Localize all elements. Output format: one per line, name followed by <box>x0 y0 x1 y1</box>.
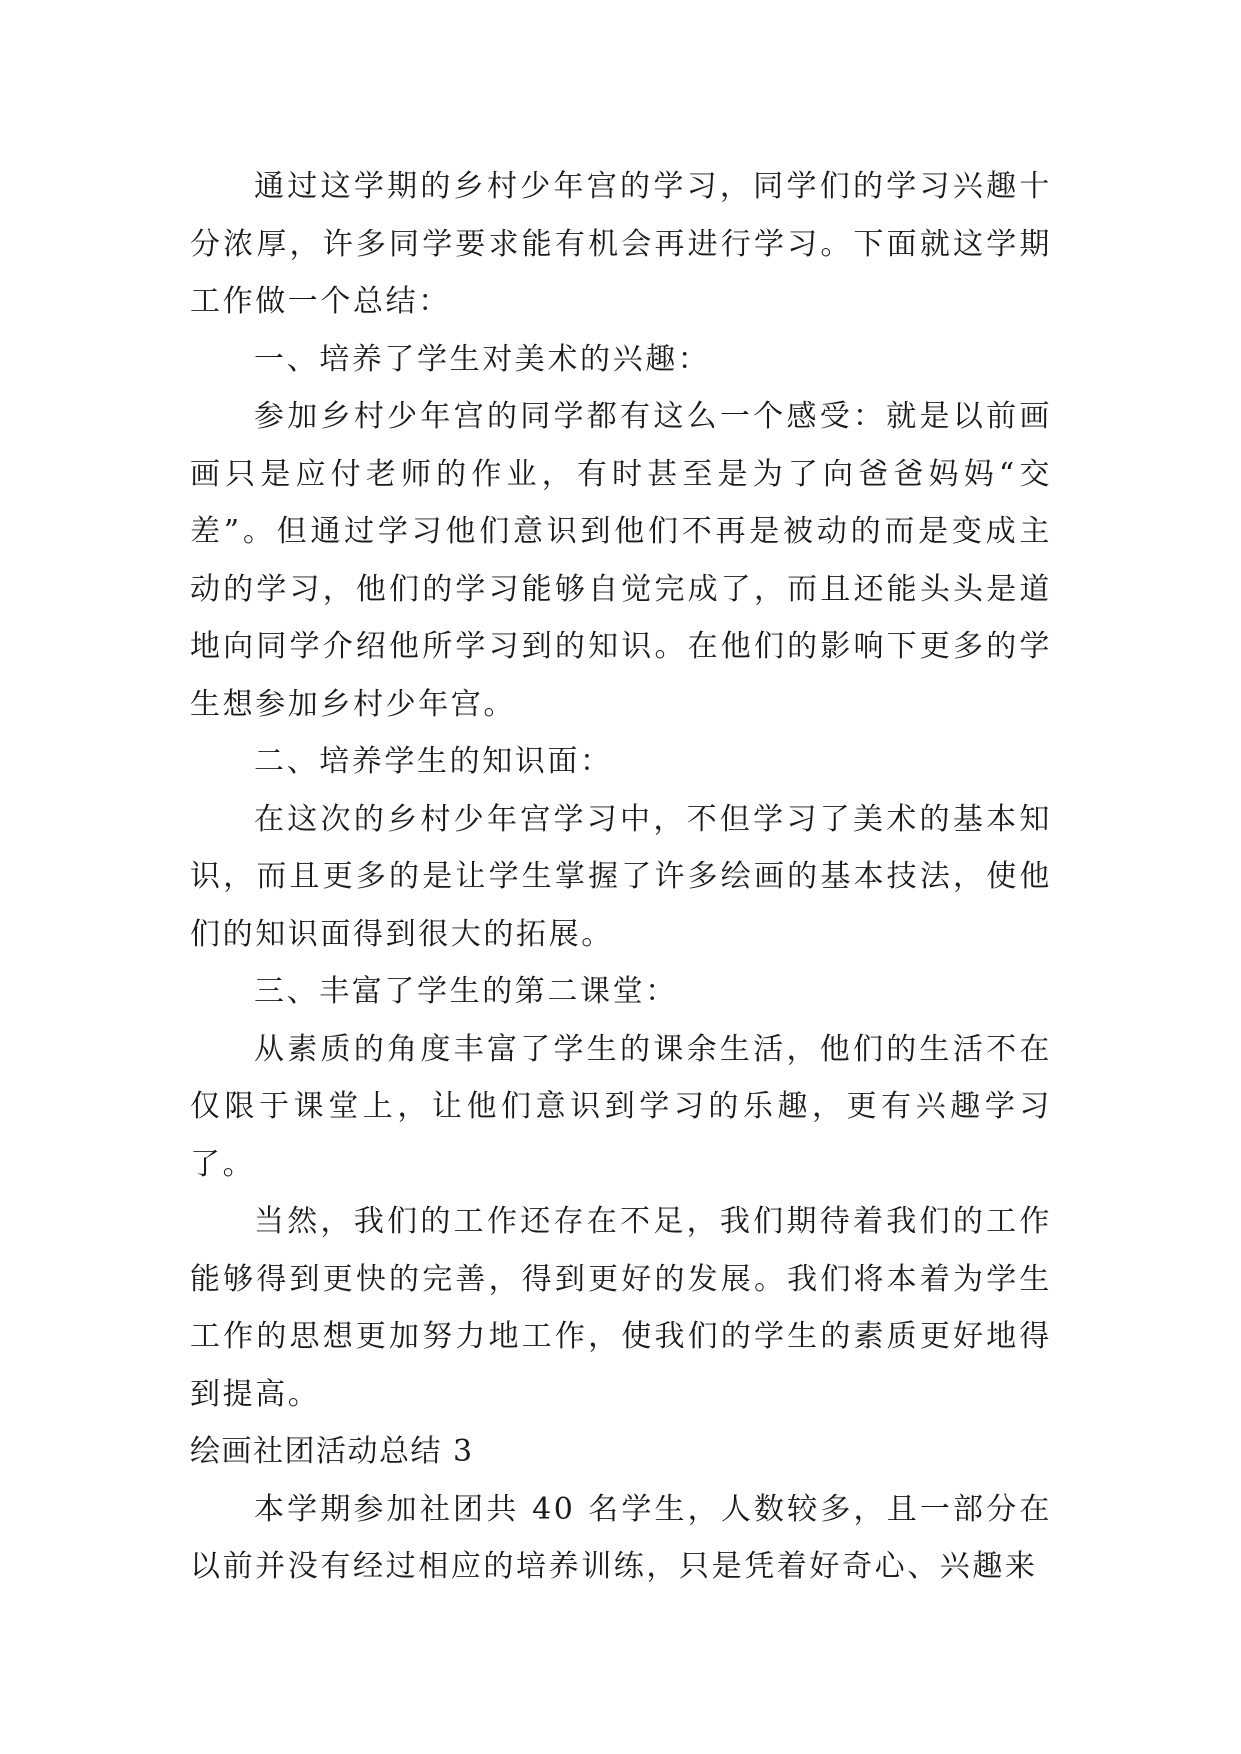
paragraph-article-start: 本学期参加社团共 40 名学生，人数较多，且一部分在以前并没有经过相应的培养训练，只是凭着好奇心、兴趣来 <box>190 1491 1052 1584</box>
article-title: 绘画社团活动总结 3 <box>190 1434 474 1469</box>
section-heading-1: 一、培养了学生对美术的兴趣： <box>254 341 711 377</box>
paragraph-section-2: 在这次的乡村少年宫学习中，不但学习了美术的基本知识，而且更多的是让学生掌握了许多绘画的基本技法，使他们的知识面得到很大的拓展。 <box>190 801 1052 952</box>
section-heading-2: 二、培养学生的知识面： <box>254 744 613 779</box>
paragraph-conclusion: 当然，我们的工作还存在不足，我们期待着我们的工作能够得到更快的完善，得到更好的发展。我们将本着为学生工作的思想更加努力地工作，使我们的学生的素质更好地得到提高。 <box>190 1204 1052 1412</box>
paragraph-section-1: 参加乡村少年宫的同学都有这么一个感受：就是以前画画只是应付老师的作业，有时甚至是为了向爸爸妈妈“交差”。但通过学习他们意识到他们不再是被动的而是变成主动的学习，他们的学习能够自觉完成了，而且还能头头是道地向同学介绍他所学习到的知识。在他们的影响下更多的学生想参加乡村少年宫。 <box>190 399 1052 722</box>
document-body <box>190 158 1052 1596</box>
section-heading-3: 三、丰富了学生的第二课堂： <box>254 974 678 1009</box>
paragraph-section-3: 从素质的角度丰富了学生的课余生活，他们的生活不在仅限于课堂上，让他们意识到学习的乐趣，更有兴趣学习了。 <box>190 1031 1052 1182</box>
paragraph-intro: 通过这学期的乡村少年宫的学习，同学们的学习兴趣十分浓厚，许多同学要求能有机会再进行学习。下面就这学期工作做一个总结： <box>190 169 1052 319</box>
